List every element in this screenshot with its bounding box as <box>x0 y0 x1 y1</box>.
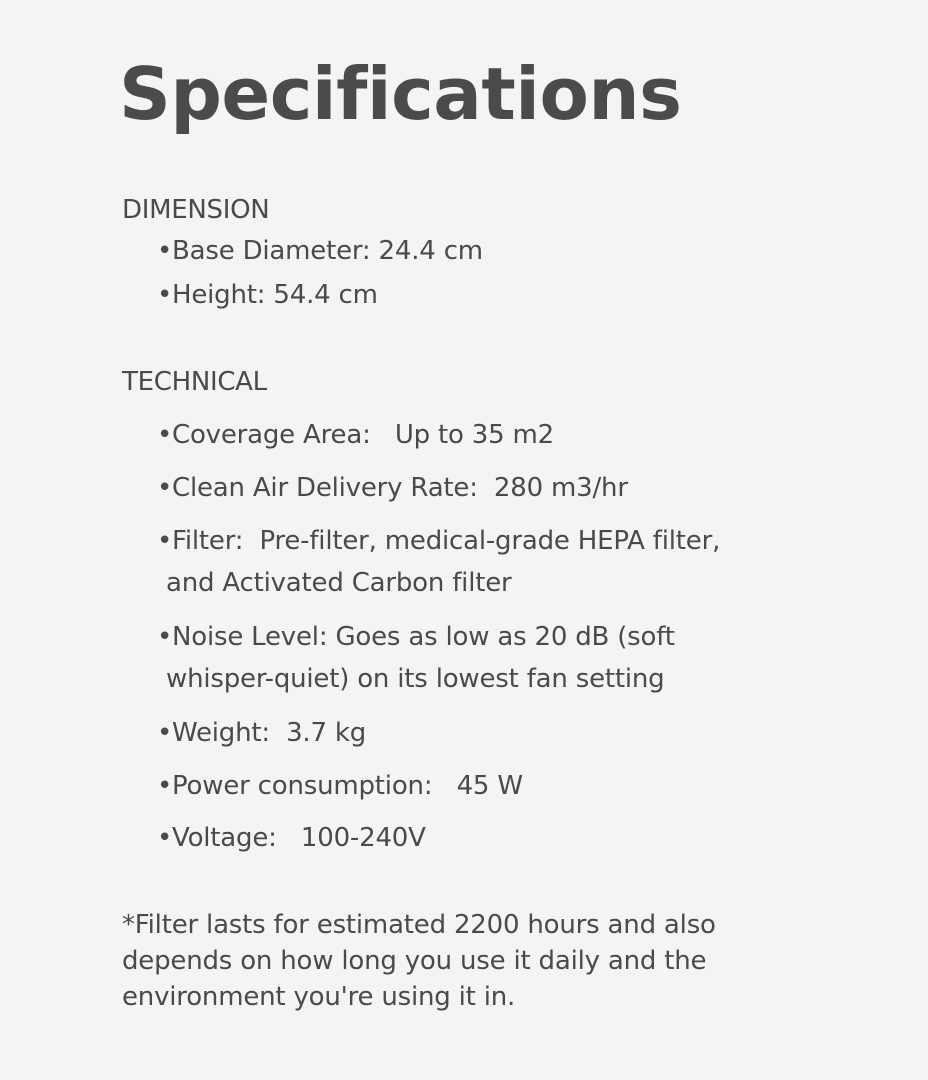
spec-value-continued: and Activated Carbon filter <box>166 568 512 598</box>
spec-label: Filter: <box>172 526 244 556</box>
spec-label: Coverage Area: <box>172 420 371 450</box>
page-title: Specifications <box>119 52 682 136</box>
spec-item-power-consumption <box>157 765 523 807</box>
bullet-icon: • <box>157 526 173 556</box>
spec-item-weight <box>157 712 366 754</box>
bullet-icon: • <box>157 718 173 748</box>
spec-value-continued: whisper-quiet) on its lowest fan setting <box>166 664 665 694</box>
bullet-icon: • <box>157 280 173 310</box>
bullet-icon: • <box>157 823 173 853</box>
spec-label: Voltage: <box>172 823 277 853</box>
spec-value: 54.4 cm <box>273 280 378 310</box>
spec-label: Power consumption: <box>172 771 433 801</box>
spec-value: 24.4 cm <box>378 236 483 266</box>
spec-item-coverage-area <box>157 414 554 456</box>
spec-value: 280 m3/hr <box>493 473 628 503</box>
spec-value: 45 W <box>456 771 523 801</box>
bullet-icon: • <box>157 622 173 652</box>
spec-label: Height: <box>172 280 266 310</box>
spec-item-base-diameter <box>157 230 483 272</box>
spec-value: Pre-filter, medical-grade HEPA filter, <box>259 526 721 556</box>
spec-label: Noise Level: <box>172 622 328 652</box>
spec-value: 3.7 kg <box>286 718 367 748</box>
bullet-icon: • <box>157 236 173 266</box>
filter-footnote: *Filter lasts for estimated 2200 hours and also depends on how long you use it daily and the environment you're using it in. <box>122 910 716 1012</box>
spec-value: 100-240V <box>300 823 426 853</box>
spec-label: Clean Air Delivery Rate: <box>172 473 478 503</box>
dimension-heading: DIMENSION <box>122 195 270 225</box>
spec-item-height <box>157 274 378 316</box>
bullet-icon: • <box>157 473 173 503</box>
spec-item-voltage <box>157 817 426 859</box>
technical-heading: TECHNICAL <box>122 367 267 397</box>
bullet-icon: • <box>157 420 173 450</box>
spec-value: Goes as low as 20 dB (soft <box>335 622 675 652</box>
spec-item-filter <box>157 520 720 604</box>
spec-item-noise-level <box>157 616 675 700</box>
spec-value: Up to 35 m2 <box>394 420 555 450</box>
spec-label: Weight: <box>172 718 270 748</box>
bullet-icon: • <box>157 771 173 801</box>
spec-label: Base Diameter: <box>172 236 371 266</box>
spec-item-cadr <box>157 467 628 509</box>
